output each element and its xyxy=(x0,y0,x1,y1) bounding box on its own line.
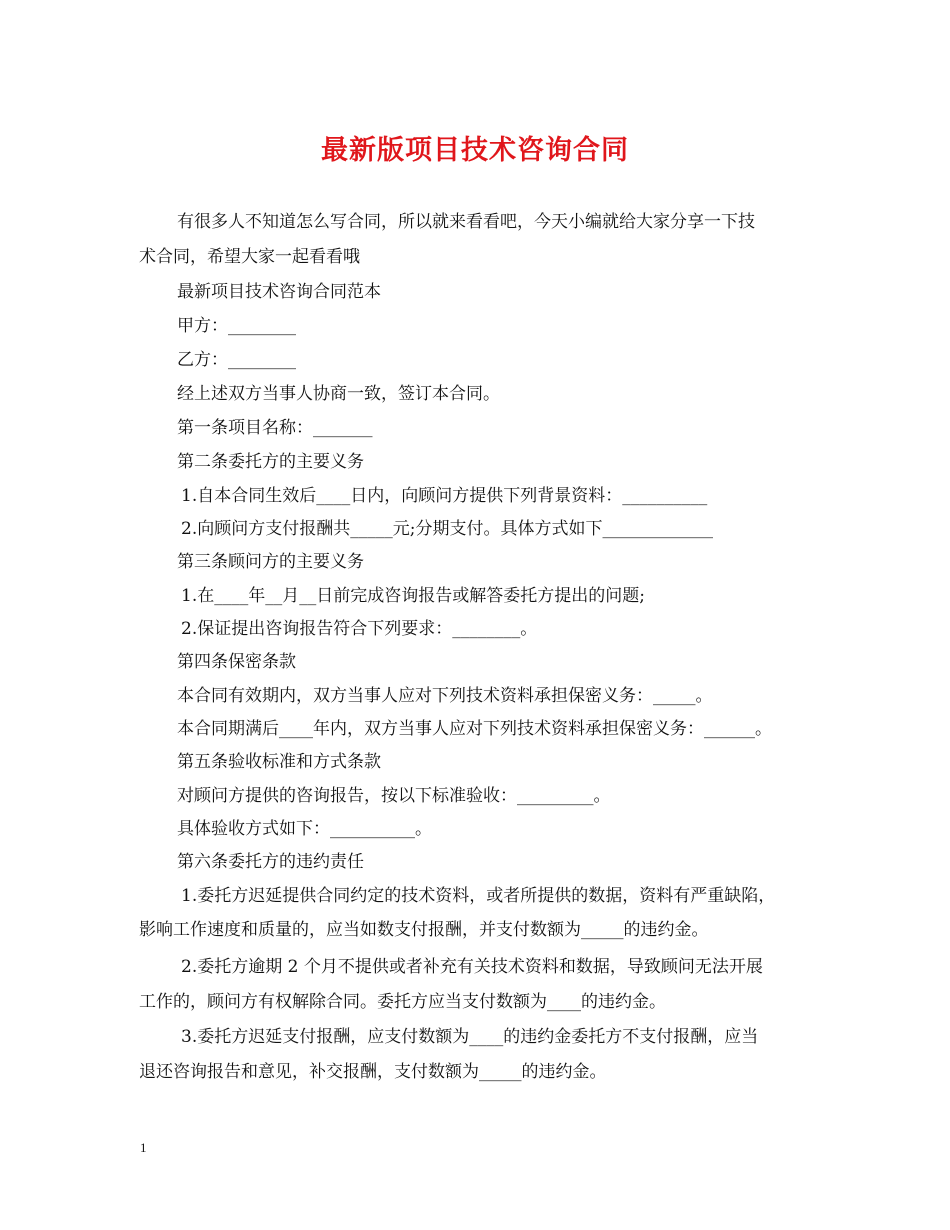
clause-item: 1.在____年__月__日前完成咨询报告或解答委托方提出的问题; xyxy=(181,586,645,606)
section-heading: 第二条委托方的主要义务 xyxy=(177,452,364,472)
paragraph-line: 有很多人不知道怎么写合同，所以就来看看吧，今天小编就给大家分享一下技 xyxy=(177,212,755,232)
paragraph-line: 本合同有效期内，双方当事人应对下列技术资料承担保密义务：_____。 xyxy=(177,686,713,706)
paragraph-line: 影响工作速度和质量的，应当如数支付报酬，并支付数额为_____的违约金。 xyxy=(139,920,709,940)
document-title: 最新版项目技术咨询合同 xyxy=(321,135,629,166)
clause-item: 1.自本合同生效后____日内，向顾问方提供下列背景资料：__________ xyxy=(181,486,708,506)
section-heading: 第四条保密条款 xyxy=(177,652,296,672)
paragraph-line: 退还咨询报告和意见，补交报酬，支付数额为_____的违约金。 xyxy=(139,1062,607,1082)
section-heading: 第三条顾问方的主要义务 xyxy=(177,552,364,572)
clause-item: 2.向顾问方支付报酬共_____元;分期支付。具体方式如下_____________ xyxy=(181,519,713,539)
clause-item: 2.保证提出咨询报告符合下列要求：________。 xyxy=(181,619,538,639)
party-b-line: 乙方：________ xyxy=(177,350,296,370)
clause-item: 3.委托方迟延支付报酬，应支付数额为____的违约金委托方不支付报酬，应当 xyxy=(181,1027,759,1047)
clause-item: 1.委托方迟延提供合同约定的技术资料，或者所提供的数据，资料有严重缺陷， xyxy=(181,886,776,906)
paragraph-line: 术合同，希望大家一起看看哦 xyxy=(139,247,360,267)
paragraph-line: 对顾问方提供的咨询报告，按以下标准验收：_________。 xyxy=(177,786,611,806)
section-heading: 第六条委托方的违约责任 xyxy=(177,852,364,872)
section-heading: 第五条验收标准和方式条款 xyxy=(177,752,381,772)
paragraph-line: 最新项目技术咨询合同范本 xyxy=(177,282,381,302)
paragraph-line: 工作的，顾问方有权解除合同。委托方应当支付数额为____的违约金。 xyxy=(139,992,666,1012)
party-a-line: 甲方：________ xyxy=(177,316,296,336)
paragraph-line: 经上述双方当事人协商一致，签订本合同。 xyxy=(177,384,500,404)
paragraph-line: 本合同期满后____年内，双方当事人应对下列技术资料承担保密义务：______。 xyxy=(177,719,772,739)
section-heading: 第一条项目名称：_______ xyxy=(177,418,373,438)
clause-item: 2.委托方逾期 2 个月不提供或者补充有关技术资料和数据，导致顾问无法开展 xyxy=(181,957,763,977)
paragraph-line: 具体验收方式如下：__________。 xyxy=(177,819,432,839)
page-number: 1 xyxy=(140,1140,147,1155)
